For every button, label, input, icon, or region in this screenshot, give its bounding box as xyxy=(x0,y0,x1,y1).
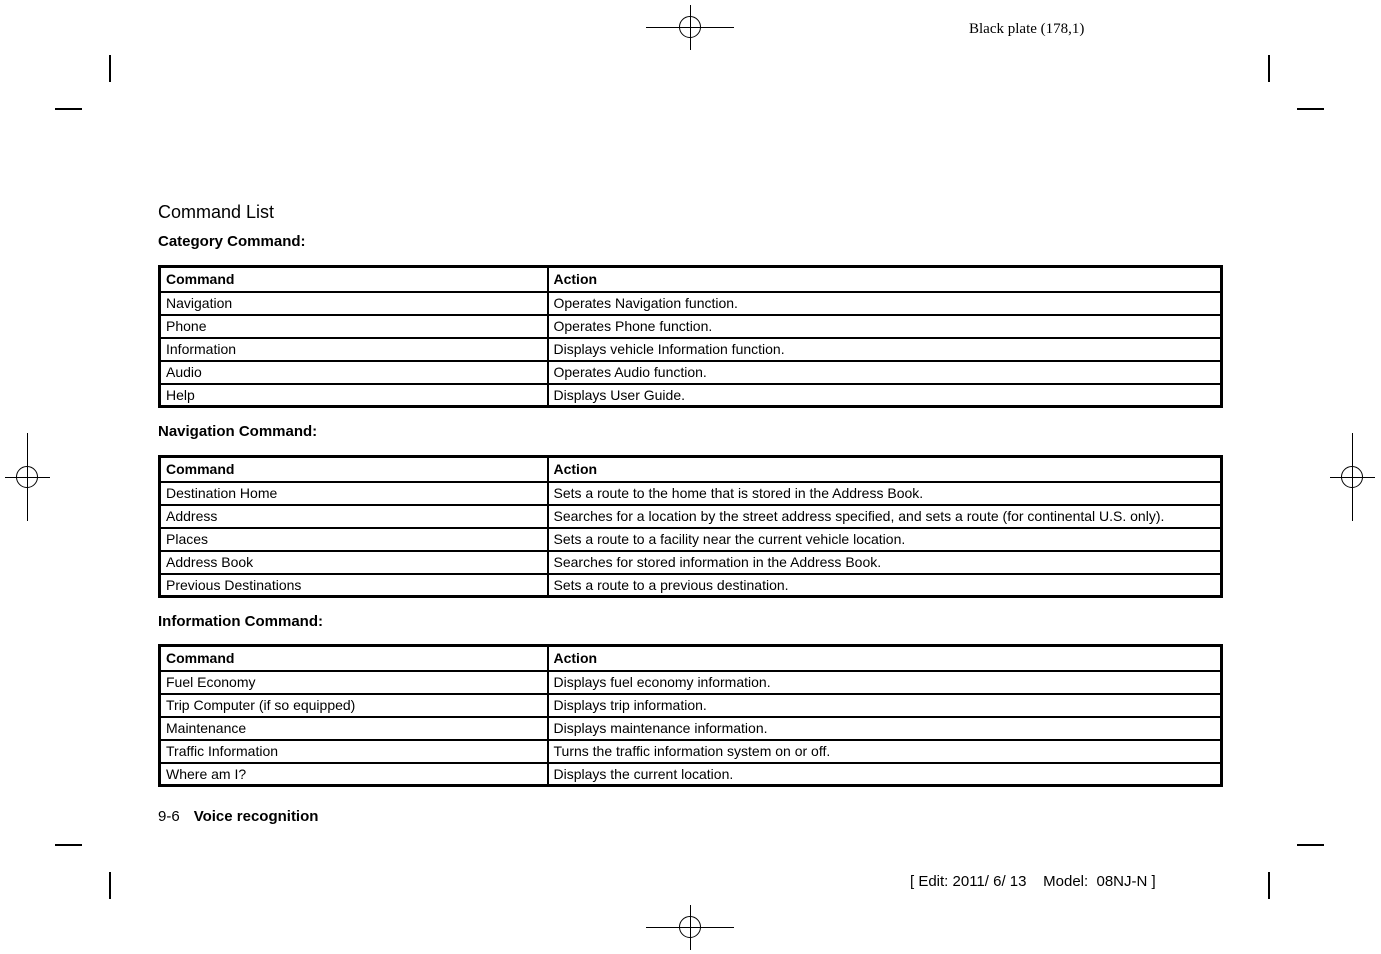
table-row xyxy=(160,482,1222,505)
table-header-row xyxy=(160,457,1222,482)
command-cell: Previous Destinations xyxy=(160,574,548,597)
section-heading: Information Command: xyxy=(158,613,323,630)
command-cell: Address xyxy=(160,505,548,528)
action-cell: Operates Audio function. xyxy=(548,361,1222,384)
action-cell: Sets a route to the home that is stored in the Address Book. xyxy=(548,482,1222,505)
command-table xyxy=(158,644,1223,787)
section-heading: Category Command: xyxy=(158,233,306,250)
command-cell: Traffic Information xyxy=(160,740,548,763)
table-row xyxy=(160,671,1222,694)
action-cell: Displays fuel economy information. xyxy=(548,671,1222,694)
edit-info: [ Edit: 2011/ 6/ 13 Model: 08NJ-N ] xyxy=(910,873,1156,890)
action-cell: Searches for stored information in the Address Book. xyxy=(548,551,1222,574)
table-row xyxy=(160,505,1222,528)
table-row xyxy=(160,528,1222,551)
table-row xyxy=(160,315,1222,338)
table-header-row xyxy=(160,267,1222,292)
plate-label: Black plate (178,1) xyxy=(969,21,1085,37)
command-cell: Help xyxy=(160,384,548,407)
table-row xyxy=(160,574,1222,597)
command-cell: Information xyxy=(160,338,548,361)
table-row xyxy=(160,551,1222,574)
action-cell: Sets a route to a previous destination. xyxy=(548,574,1222,597)
page-number: 9-6 xyxy=(158,808,180,825)
command-cell: Destination Home xyxy=(160,482,548,505)
page-title: Command List xyxy=(158,202,275,222)
action-cell: Searches for a location by the street address specified, and sets a route (for continental U.S. only). xyxy=(548,505,1222,528)
table-row xyxy=(160,361,1222,384)
column-header: Action xyxy=(548,267,1222,292)
command-cell: Phone xyxy=(160,315,548,338)
command-cell: Trip Computer (if so equipped) xyxy=(160,694,548,717)
command-table xyxy=(158,265,1223,408)
table-header-row xyxy=(160,646,1222,671)
action-cell: Turns the traffic information system on or off. xyxy=(548,740,1222,763)
command-cell: Maintenance xyxy=(160,717,548,740)
column-header: Action xyxy=(548,457,1222,482)
action-cell: Displays vehicle Information function. xyxy=(548,338,1222,361)
command-cell: Where am I? xyxy=(160,763,548,786)
column-header: Command xyxy=(160,457,548,482)
page-footer xyxy=(158,808,318,825)
action-cell: Displays trip information. xyxy=(548,694,1222,717)
table-row xyxy=(160,763,1222,786)
table-row xyxy=(160,740,1222,763)
command-cell: Audio xyxy=(160,361,548,384)
command-cell: Fuel Economy xyxy=(160,671,548,694)
table-row xyxy=(160,384,1222,407)
action-cell: Displays the current location. xyxy=(548,763,1222,786)
table-row xyxy=(160,694,1222,717)
column-header: Command xyxy=(160,267,548,292)
action-cell: Operates Navigation function. xyxy=(548,292,1222,315)
command-cell: Address Book xyxy=(160,551,548,574)
action-cell: Sets a route to a facility near the current vehicle location. xyxy=(548,528,1222,551)
table-row xyxy=(160,717,1222,740)
table-row xyxy=(160,292,1222,315)
command-cell: Navigation xyxy=(160,292,548,315)
command-cell: Places xyxy=(160,528,548,551)
action-cell: Displays maintenance information. xyxy=(548,717,1222,740)
action-cell: Operates Phone function. xyxy=(548,315,1222,338)
column-header: Action xyxy=(548,646,1222,671)
table-row xyxy=(160,338,1222,361)
section-heading: Navigation Command: xyxy=(158,423,318,440)
command-table xyxy=(158,455,1223,598)
action-cell: Displays User Guide. xyxy=(548,384,1222,407)
footer-section: Voice recognition xyxy=(193,808,319,825)
column-header: Command xyxy=(160,646,548,671)
